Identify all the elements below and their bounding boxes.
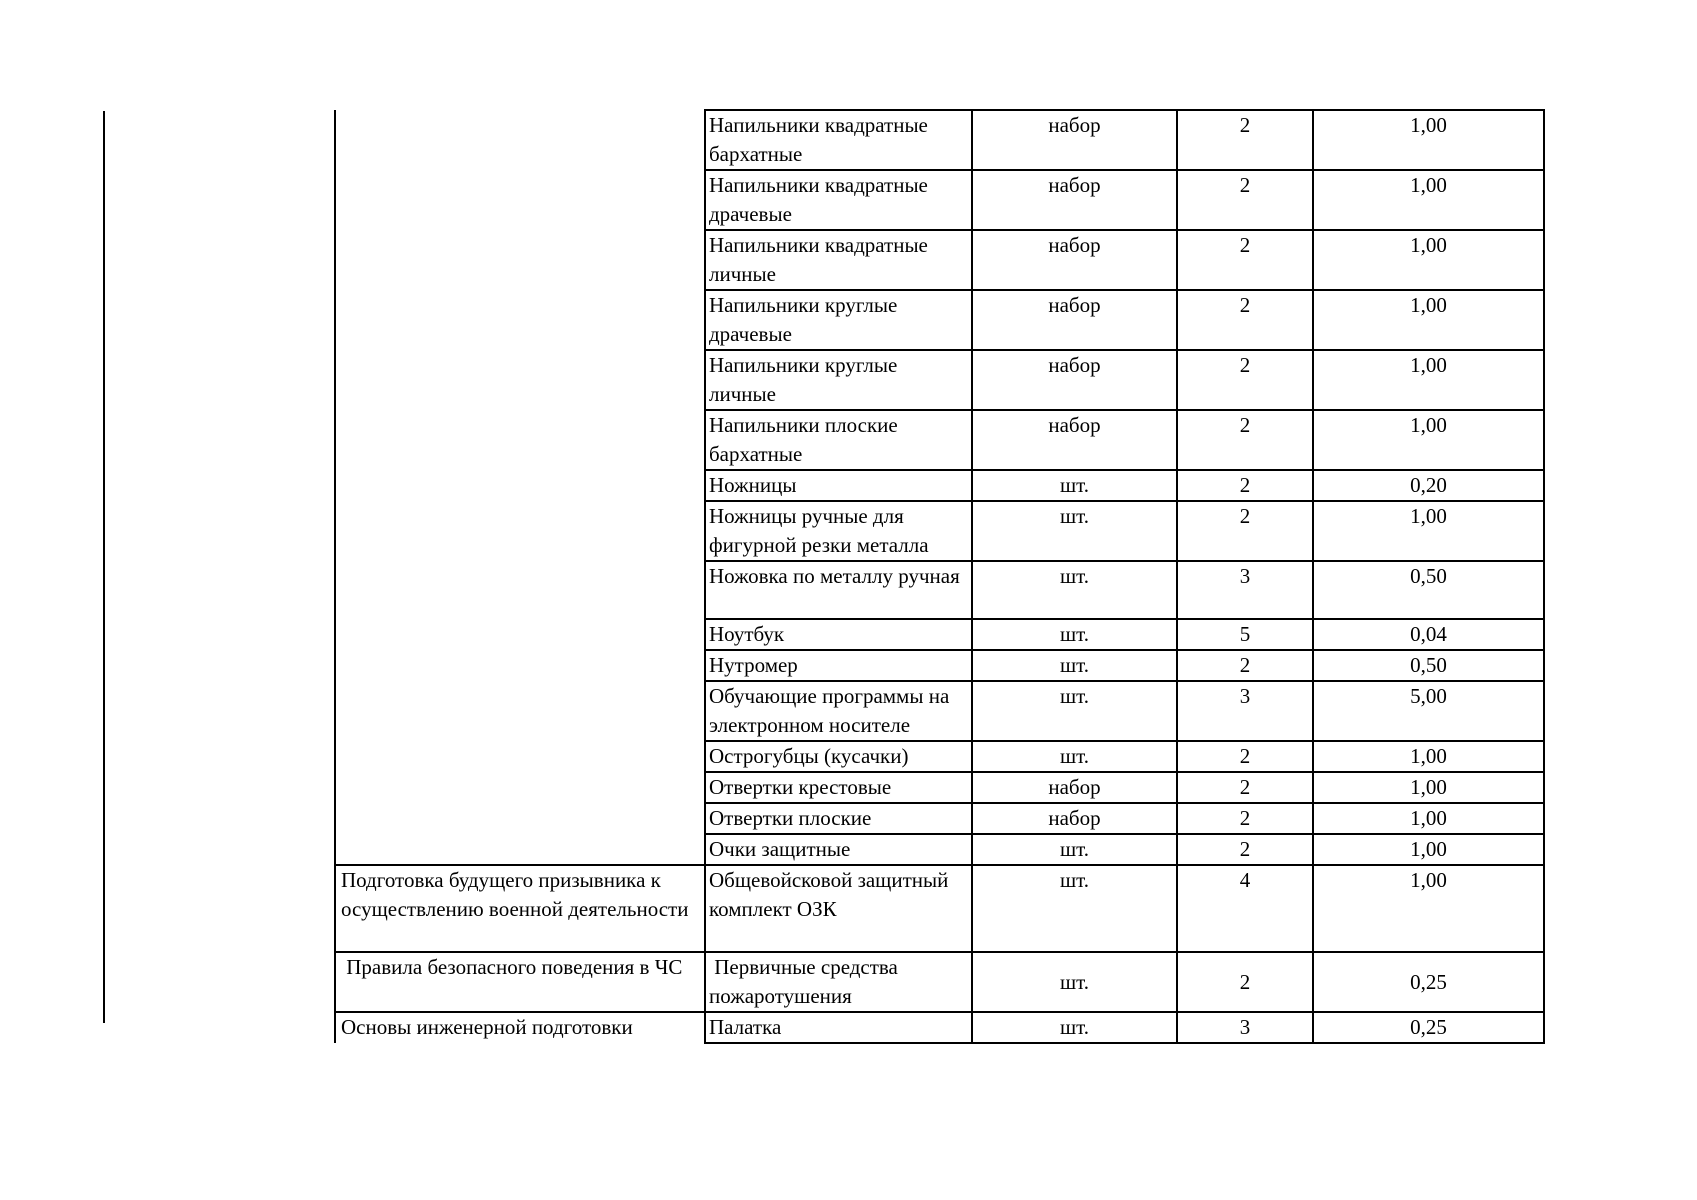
- norm-cell: 1,00: [1313, 772, 1544, 803]
- norm-cell: 0,25: [1313, 952, 1544, 1012]
- item-name-cell: Очки защитные: [705, 834, 972, 865]
- unit-cell: шт.: [972, 470, 1177, 501]
- item-name-cell: Ножницы ручные для фигурной резки металла: [705, 501, 972, 561]
- item-name-cell: Напильники плоские бархатные: [705, 410, 972, 470]
- item-name-cell: Ноутбук: [705, 619, 972, 650]
- quantity-cell: 2: [1177, 834, 1313, 865]
- norm-cell: 1,00: [1313, 741, 1544, 772]
- unit-cell: шт.: [972, 681, 1177, 741]
- item-name-cell: Ножницы: [705, 470, 972, 501]
- norm-cell: 0,25: [1313, 1012, 1544, 1043]
- norm-cell: 1,00: [1313, 110, 1544, 170]
- unit-cell: шт.: [972, 501, 1177, 561]
- quantity-cell: 2: [1177, 470, 1313, 501]
- table-row: [335, 952, 1544, 1012]
- unit-cell: набор: [972, 772, 1177, 803]
- unit-cell: шт.: [972, 1012, 1177, 1043]
- quantity-cell: 2: [1177, 803, 1313, 834]
- item-name-cell: Отвертки крестовые: [705, 772, 972, 803]
- table-left-border: [103, 111, 105, 1023]
- unit-cell: набор: [972, 230, 1177, 290]
- topic-cell: Подготовка будущего призывника к осуществлению военной деятельности: [335, 865, 705, 952]
- quantity-cell: 2: [1177, 650, 1313, 681]
- norm-cell: 1,00: [1313, 865, 1544, 952]
- norm-cell: 1,00: [1313, 350, 1544, 410]
- quantity-cell: 2: [1177, 110, 1313, 170]
- item-name-cell: Напильники круглые драчевые: [705, 290, 972, 350]
- norm-cell: 1,00: [1313, 170, 1544, 230]
- unit-cell: набор: [972, 170, 1177, 230]
- quantity-cell: 2: [1177, 741, 1313, 772]
- table-row: [335, 110, 1544, 170]
- item-name-cell: Первичные средства пожаротушения: [705, 952, 972, 1012]
- norm-cell: 0,50: [1313, 650, 1544, 681]
- unit-cell: шт.: [972, 619, 1177, 650]
- item-name-cell: Ножовка по металлу ручная: [705, 561, 972, 619]
- quantity-cell: 5: [1177, 619, 1313, 650]
- topic-cell: Основы инженерной подготовки: [335, 1012, 705, 1043]
- item-name-cell: Нутромер: [705, 650, 972, 681]
- norm-cell: 0,04: [1313, 619, 1544, 650]
- unit-cell: набор: [972, 350, 1177, 410]
- topic-cell: [335, 110, 705, 865]
- unit-cell: шт.: [972, 952, 1177, 1012]
- item-name-cell: Напильники круглые личные: [705, 350, 972, 410]
- quantity-cell: 2: [1177, 501, 1313, 561]
- item-name-cell: Напильники квадратные драчевые: [705, 170, 972, 230]
- item-name-cell: Палатка: [705, 1012, 972, 1043]
- quantity-cell: 2: [1177, 290, 1313, 350]
- quantity-cell: 2: [1177, 952, 1313, 1012]
- quantity-cell: 3: [1177, 561, 1313, 619]
- norm-cell: 1,00: [1313, 410, 1544, 470]
- unit-cell: шт.: [972, 650, 1177, 681]
- norm-cell: 1,00: [1313, 501, 1544, 561]
- unit-cell: набор: [972, 110, 1177, 170]
- unit-cell: набор: [972, 290, 1177, 350]
- unit-cell: шт.: [972, 834, 1177, 865]
- quantity-cell: 2: [1177, 772, 1313, 803]
- item-name-cell: Отвертки плоские: [705, 803, 972, 834]
- norm-cell: 1,00: [1313, 290, 1544, 350]
- topic-cell: Правила безопасного поведения в ЧС: [335, 952, 705, 1012]
- quantity-cell: 3: [1177, 681, 1313, 741]
- quantity-cell: 2: [1177, 350, 1313, 410]
- norm-cell: 0,20: [1313, 470, 1544, 501]
- item-name-cell: Обучающие программы на электронном носителе: [705, 681, 972, 741]
- norm-cell: 1,00: [1313, 803, 1544, 834]
- unit-cell: шт.: [972, 741, 1177, 772]
- table-row: [335, 1012, 1544, 1043]
- quantity-cell: 2: [1177, 170, 1313, 230]
- item-name-cell: Общевойсковой защитный комплект ОЗК: [705, 865, 972, 952]
- quantity-cell: 4: [1177, 865, 1313, 952]
- equipment-table: [334, 109, 1545, 1044]
- item-name-cell: Напильники квадратные бархатные: [705, 110, 972, 170]
- unit-cell: набор: [972, 410, 1177, 470]
- item-name-cell: Напильники квадратные личные: [705, 230, 972, 290]
- norm-cell: 5,00: [1313, 681, 1544, 741]
- norm-cell: 0,50: [1313, 561, 1544, 619]
- unit-cell: шт.: [972, 865, 1177, 952]
- quantity-cell: 3: [1177, 1012, 1313, 1043]
- unit-cell: шт.: [972, 561, 1177, 619]
- quantity-cell: 2: [1177, 410, 1313, 470]
- norm-cell: 1,00: [1313, 230, 1544, 290]
- unit-cell: набор: [972, 803, 1177, 834]
- quantity-cell: 2: [1177, 230, 1313, 290]
- norm-cell: 1,00: [1313, 834, 1544, 865]
- item-name-cell: Острогубцы (кусачки): [705, 741, 972, 772]
- table-row: [335, 865, 1544, 952]
